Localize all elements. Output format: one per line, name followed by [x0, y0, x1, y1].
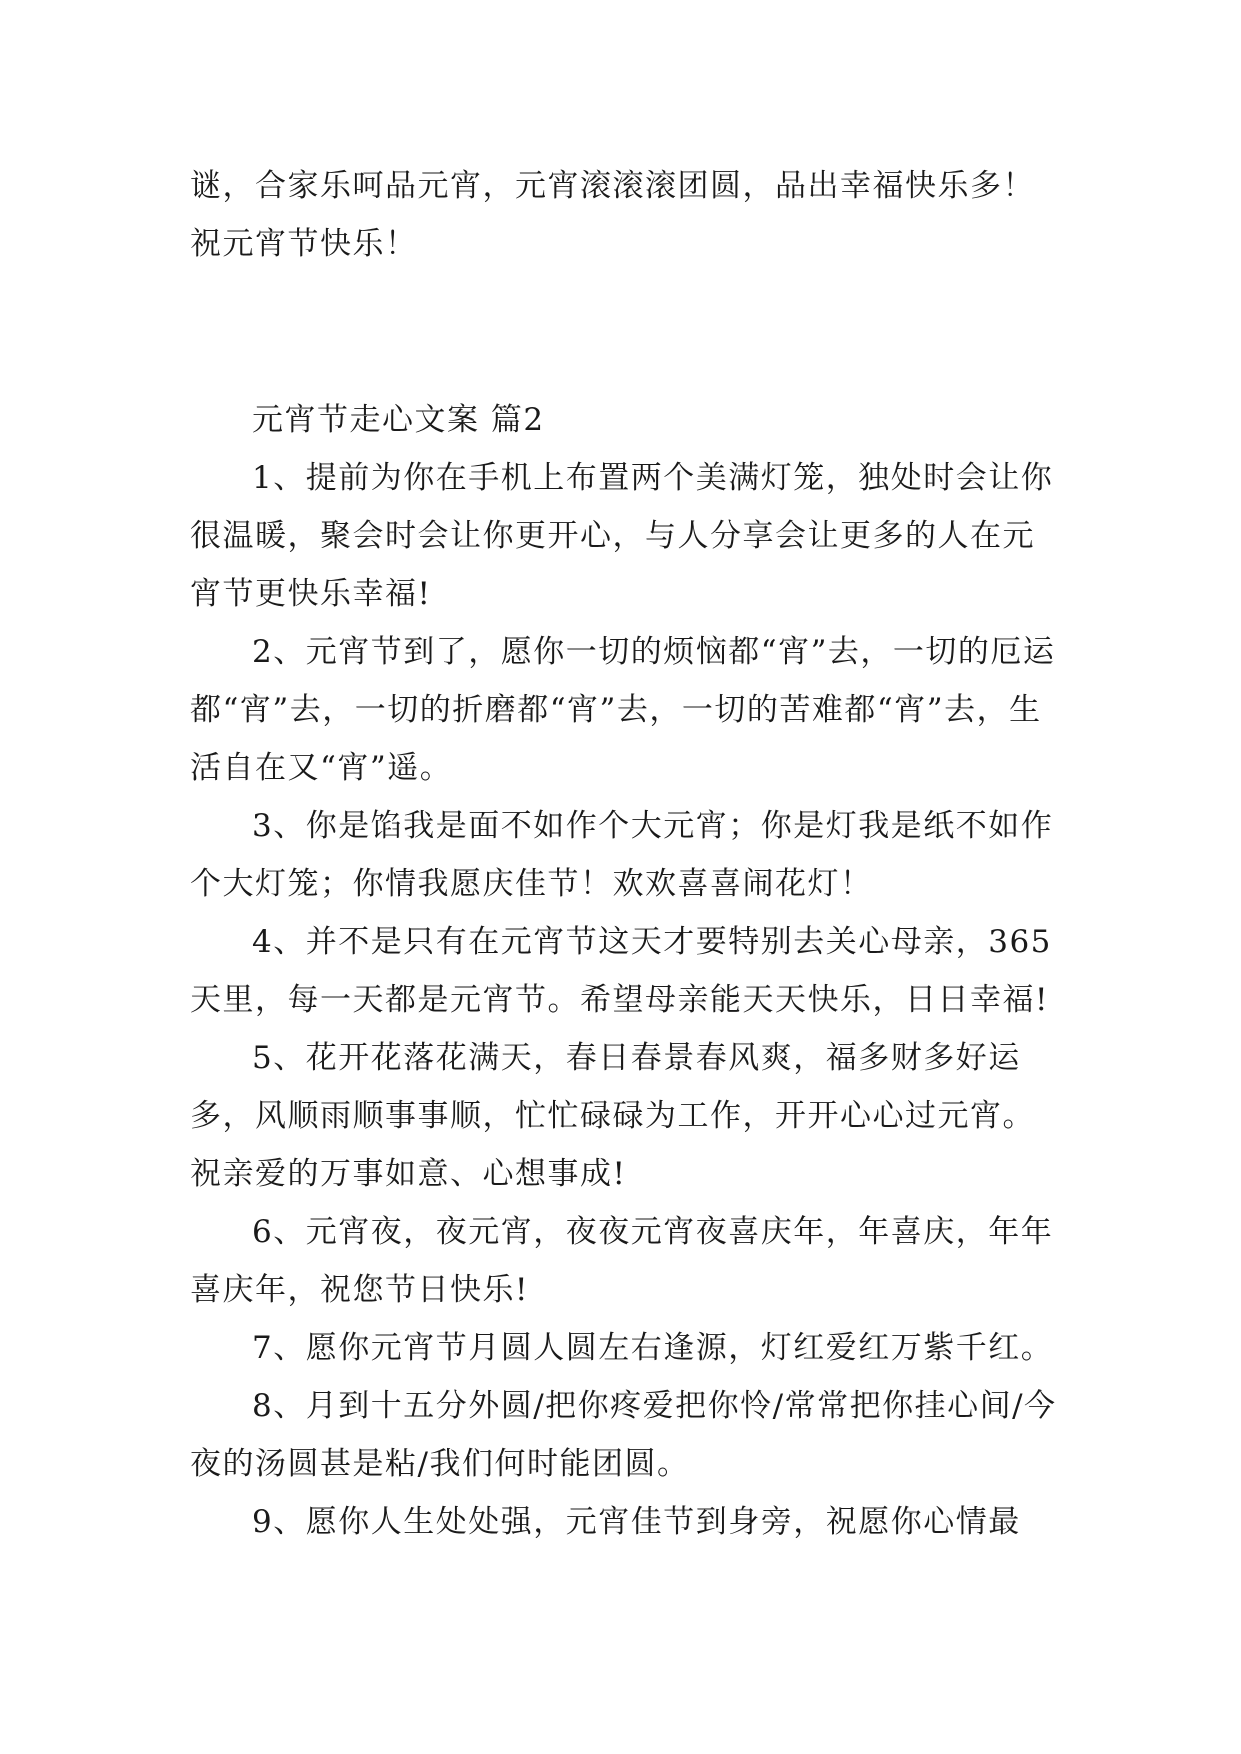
paragraph-2: 2、元宵节到了，愿你一切的烦恼都“宵”去，一切的厄运都“宵”去，一切的折磨都“宵”去，一切的苦难都“宵”去，生活自在又“宵”遥。	[190, 634, 1056, 786]
paragraph-9: 9、愿你人生处处强，元宵佳节到身旁，祝愿你心情最	[252, 1504, 1021, 1540]
paragraph-8: 8、月到十五分外圆/把你疼爱把你怜/常常把你挂心间/今夜的汤圆甚是粘/我们何时能团圆。	[190, 1388, 1057, 1482]
intro-continuation-text: 谜，合家乐呵品元宵，元宵滚滚滚团圆，品出幸福快乐多！祝元宵节快乐！	[190, 168, 1035, 262]
paragraph-6: 6、元宵夜，夜元宵，夜夜元宵夜喜庆年，年喜庆，年年喜庆年，祝您节日快乐!	[190, 1214, 1054, 1308]
paragraph-5: 5、花开花落花满天，春日春景春风爽，福多财多好运多，风顺雨顺事事顺，忙忙碌碌为工作，开开心心过元宵。祝亲爱的万事如意、心想事成!	[190, 1040, 1035, 1192]
paragraph-7: 7、愿你元宵节月圆人圆左右逢源，灯红爱红万紫千红。	[252, 1330, 1054, 1366]
section-title: 元宵节走心文案 篇2	[252, 402, 545, 438]
section-2	[190, 391, 1060, 1551]
paragraph-4: 4、并不是只有在元宵节这天才要特别去关心母亲，365天里，每一天都是元宵节。希望母亲能天天快乐，日日幸福!	[190, 924, 1052, 1018]
paragraph-3: 3、你是馅我是面不如作个大元宵；你是灯我是纸不如作个大灯笼；你情我愿庆佳节！欢欢喜喜闹花灯！	[190, 808, 1054, 902]
paragraph-1: 1、提前为你在手机上布置两个美满灯笼，独处时会让你很温暖，聚会时会让你更开心，与人分享会让更多的人在元宵节更快乐幸福!	[190, 460, 1054, 612]
